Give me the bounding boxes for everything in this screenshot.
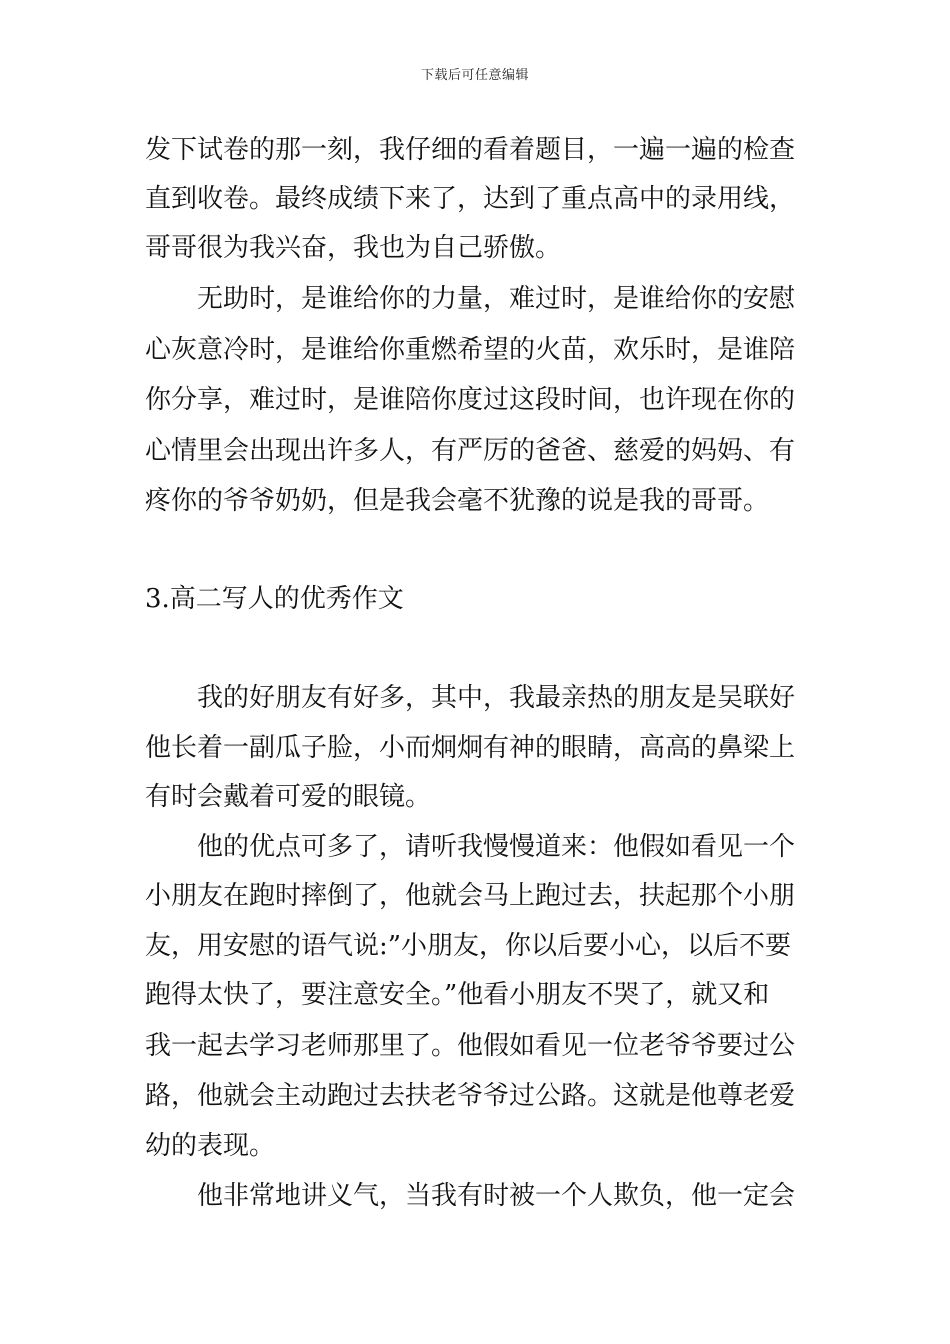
text-line: 路，他就会主动跑过去扶老爷爷过公路。这就是他尊老爱 bbox=[145, 1081, 796, 1111]
text-line: 我一起去学习老师那里了。他假如看见一位老爷爷要过公 bbox=[145, 1031, 796, 1061]
text-line: 心情里会出现出许多人，有严厉的爸爸、慈爱的妈妈、有 bbox=[145, 436, 796, 466]
page-header-note: 下载后可任意编辑 bbox=[420, 68, 529, 83]
text-line: 他非常地讲义气，当我有时被一个人欺负，他一定会 bbox=[197, 1181, 796, 1211]
text-line: 他长着一副瓜子脸，小而炯炯有神的眼睛，高高的鼻梁上 bbox=[145, 733, 796, 763]
text-line: 他的优点可多了，请听我慢慢道来：他假如看见一个 bbox=[197, 832, 796, 862]
text-line: 哥哥很为我兴奋，我也为自己骄傲。 bbox=[145, 233, 562, 263]
text-line: 发下试卷的那一刻，我仔细的看着题目，一遍一遍的检查 bbox=[145, 135, 796, 165]
text-line: 幼的表现。 bbox=[145, 1131, 276, 1161]
text-line: 跑得太快了，要注意安全。”他看小朋友不哭了，就又和 bbox=[145, 980, 770, 1010]
text-line: 小朋友在跑时摔倒了，他就会马上跑过去，扶起那个小朋 bbox=[145, 881, 796, 911]
text-line: 无助时，是谁给你的力量，难过时，是谁给你的安慰 bbox=[197, 284, 796, 314]
text-line: 我的好朋友有好多，其中，我最亲热的朋友是吴联好 bbox=[197, 683, 796, 713]
text-line: 你分享，难过时，是谁陪你度过这段时间，也许现在你的 bbox=[145, 385, 796, 415]
text-line: 心灰意冷时，是谁给你重燃希望的火苗，欢乐时，是谁陪 bbox=[145, 335, 796, 365]
text-line: 直到收卷。最终成绩下来了，达到了重点高中的录用线， bbox=[145, 184, 796, 214]
text-line: 友，用安慰的语气说:”小朋友，你以后要小心，以后不要 bbox=[145, 931, 792, 961]
section-heading: 3.高二写人的优秀作文 bbox=[145, 584, 404, 614]
text-line: 有时会戴着可爱的眼镜。 bbox=[145, 782, 432, 812]
text-line: 疼你的爷爷奶奶，但是我会毫不犹豫的说是我的哥哥。 bbox=[145, 486, 770, 516]
